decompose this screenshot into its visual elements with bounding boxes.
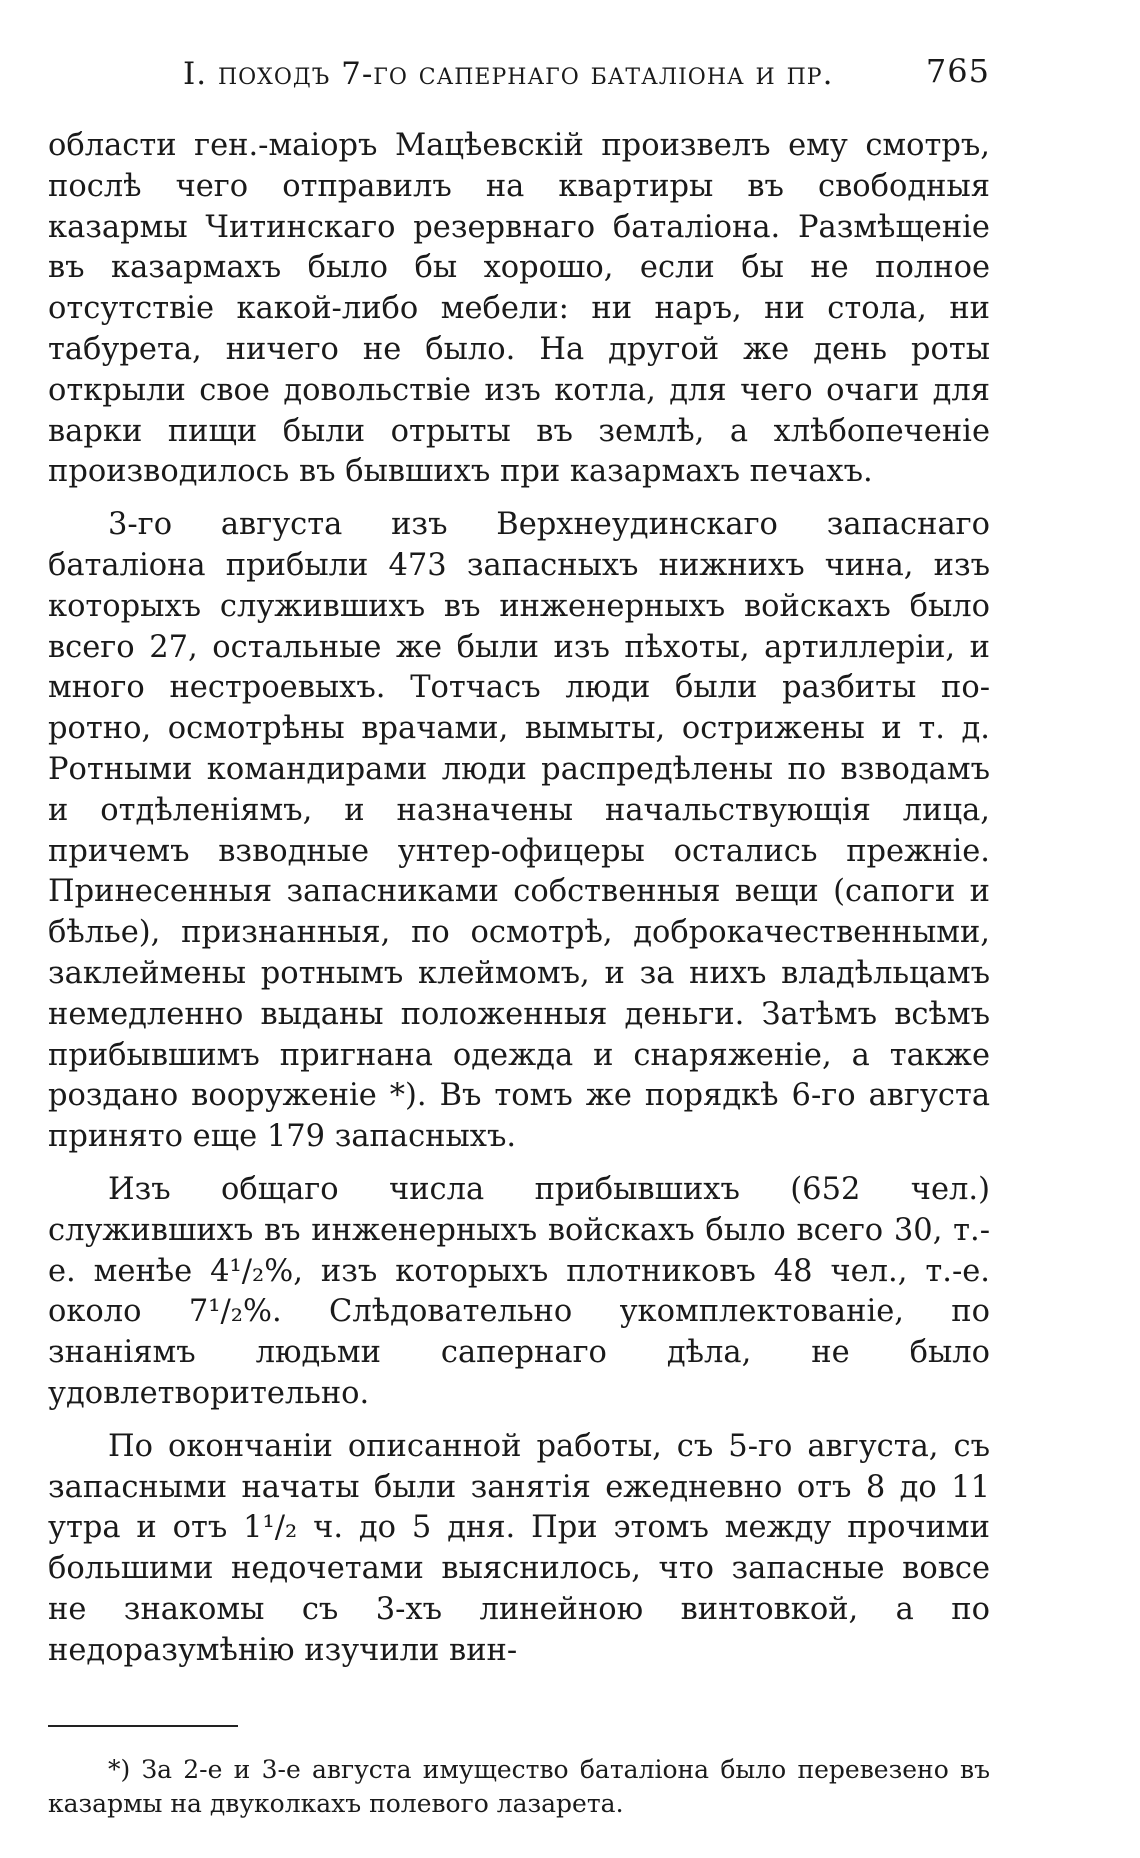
footnote-separator <box>48 1725 238 1727</box>
paragraph-1: области ген.-маіоръ Мацѣевскій произвелъ ему смотръ, послѣ чего отправилъ на квартиры въ свободныя казармы Читинскаго резервнаго баталіона. Размѣщеніе въ казармахъ было бы хорошо, если бы не полное отсутствіе какой-либо мебели: ни наръ, ни стола, ни табурета, ничего не было. На другой же день роты открыли свое довольствіе изъ котла, для чего очаги для варки пищи были отрыты въ землѣ, а хлѣбопеченіе производилось въ бывшихъ при казармахъ печахъ. <box>48 128 990 490</box>
footnote: *) За 2-е и 3-е августа имущество баталіона было перевезено въ казармы на двуколкахъ полевого лазарета. <box>48 1755 990 1819</box>
page-number: 765 <box>925 52 990 90</box>
running-title: I. походъ 7-го сапернаго баталіона и пр. <box>183 56 834 92</box>
paragraph-3: Изъ общаго числа прибывшихъ (652 чел.) служившихъ въ инженерныхъ войскахъ было всего 30, т.-е. менѣе 4¹/₂%, изъ которыхъ плотниковъ 48 чел., т.-е. около 7¹/₂%. Слѣдовательно укомплектованіе, по знаніямъ людьми сапернаго дѣла, не было удовлетворительно. <box>48 1171 990 1411</box>
book-page <box>48 52 990 1821</box>
paragraph-2: 3-го августа изъ Верхнеудинскаго запаснаго баталіона прибыли 473 запасныхъ нижнихъ чина, изъ которыхъ служившихъ въ инженерныхъ войскахъ было всего 27, остальные же были изъ пѣхоты, артиллеріи, и много нестроевыхъ. Тотчасъ люди были разбиты по-ротно, осмотрѣны врачами, вымыты, острижены и т. д. Ротными командирами люди распредѣлены по взводамъ и отдѣленіямъ, и назначены начальствующія лица, причемъ взводные унтер-офицеры остались прежніе. Принесенныя запасниками собственныя вещи (сапоги и бѣлье), признанныя, по осмотрѣ, доброкачественными, заклеймены ротнымъ клеймомъ, и за нихъ владѣльцамъ немедленно выданы положенныя деньги. Затѣмъ всѣмъ прибывшимъ пригнана одежда и снаряженіе, а также роздано вооруженіе *). Въ томъ же порядкѣ 6-го августа принято еще 179 запасныхъ. <box>48 507 990 1155</box>
running-header <box>48 52 990 102</box>
paragraph-4: По окончаніи описанной работы, съ 5-го августа, съ запасными начаты были занятія ежедневно отъ 8 до 11 утра и отъ 1¹/₂ ч. до 5 дня. При этомъ между прочими большими недочетами выяснилось, что запасные вовсе не знакомы съ 3-хъ линейною винтовкой, а по недоразумѣнію изучили вин- <box>48 1428 990 1668</box>
body-text <box>48 126 990 1671</box>
